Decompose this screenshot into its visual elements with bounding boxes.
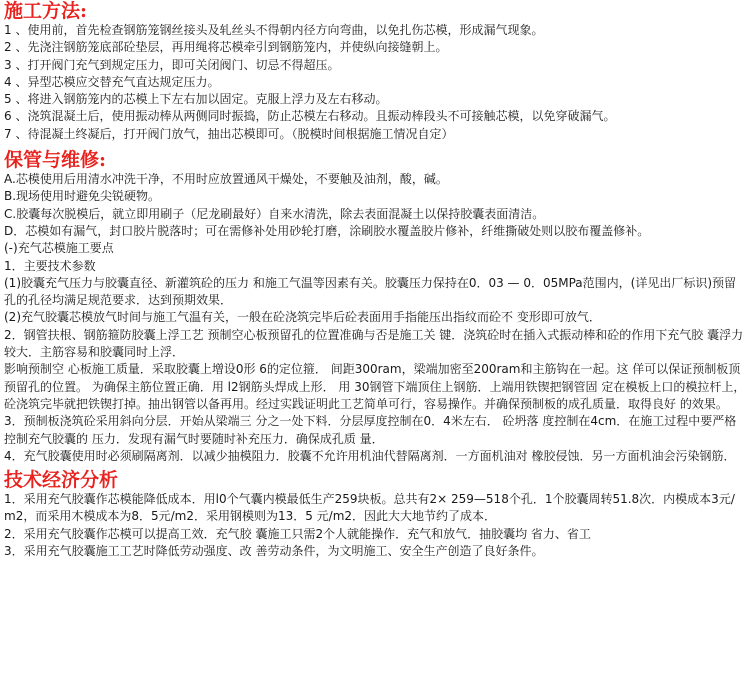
- section-title-construction-method: 施工方法:: [4, 0, 88, 22]
- layered-pouring: 3．预制板浇筑砼采用斜向分层．开始从梁端三 分之一处下料．分层厚度控制在0．4米左右． 砼坍落 度控制在4cm．在施工过程中要严格控制充气胶囊的 压力．发现有漏气时要随时补充压力．确保成孔质 量．: [4, 414, 737, 446]
- key-points-heading: (-)充气芯模施工要点: [4, 241, 114, 256]
- construction-step-6: 6 、浇筑混凝土后，使用振动棒从两侧同时振捣，防止芯模左右移动。且振动棒段头不可接触芯模，以免穿破漏气。: [4, 109, 616, 124]
- section-title-maintenance: 保管与维修:: [4, 149, 107, 172]
- maintenance-item-c: C.胶囊每次脱模后，就立即用刷子（尼龙刷最好）自来水清洗，除去表面混凝土以保持胶囊表面清洁。: [4, 206, 545, 221]
- maintenance-item-d: D．芯模如有漏气，封口胶片脱落时；可在需修补处用砂轮打磨，涂刷胶水覆盖胶片修补，纤维撕破处则以胶布覆盖修补。: [4, 223, 650, 238]
- section-title-economic-analysis: 技术经济分析: [4, 469, 119, 492]
- economic-point-2: 2．采用充气胶囊作芯模可以提高工效．充气胶 囊施工只需2个人就能操作．充气和放气．抽胶囊均 省力、省工: [4, 526, 591, 541]
- maintenance-item-a: A.芯模使用后用清水冲洗干净，不用时应放置通风干燥处，不要触及油剂，酸，碱。: [4, 172, 448, 187]
- release-agent: 4．充气胶囊使用时必须刷隔离剂．以减少抽模阻力．胶囊不允许用机油代替隔离剂．一方面机油对 橡胶侵蚀．另一方面机油会污染钢筋．: [4, 448, 736, 463]
- construction-step-3: 3 、打开阀门充气到规定压力，即可关闭阀门、切忌不得超压。: [4, 57, 340, 72]
- economic-point-3: 3．采用充气胶囊施工工艺时降低劳动强度、改 善劳动条件，为文明施工、安全生产创造了良好条件。: [4, 544, 544, 559]
- maintenance-item-b: B.现场使用时避免尖锐硬物。: [4, 189, 161, 204]
- positioning-hoop-detail: 影响预制空 心板施工质量．采取胶囊上增设0形 6的定位箍． 间距300ram，梁端加密至200ram和主筋钩在一起。这 佯可以保证预制板顶预留孔的位置。 为确保主筋位置正确．用 l2钢筋头焊成上形． 用 30钢管下端顶住上钢筋．上端用铁锲把钢管固 定在模板上口的模拉杆上，砼浇筑完毕就把铁锲打掉。抽出钢管以备再用。经过实践证明此工艺简单可行，容易操作。并确保预制板的成孔质量．取得良好 的效果。: [4, 362, 746, 411]
- construction-step-5: 5 、将进入钢筋笼内的芯模上下左右加以固定。克服上浮力及左右移动。: [4, 92, 388, 107]
- construction-step-2: 2 、先浇注钢筋笼底部砼垫层，再用绳将芯模牵引到钢筋笼内，并使纵向接缝朝上。: [4, 40, 448, 55]
- economic-point-1: 1．采用充气胶囊作芯模能降低成本．用l0个气囊内模最低生产259块板。总共有2× 259—518个孔．1个胶囊周转51.8次．内模成本3元/m2，而采用木模成本为8．5元/m2．采用钢模则为13．5 元/m2．因此大大地节约了成本．: [4, 492, 735, 524]
- tech-param-1: (1)胶囊充气压力与胶囊直径、新灌筑砼的压力 和施工气温等因素有关。胶囊压力保持在0．03 — 0．05MPa范围内，(详见出厂标识)预留孔的孔径均满足规范要求．达到预期效果．: [4, 275, 737, 308]
- construction-step-4: 4 、异型芯模应交替充气直达规定压力。: [4, 74, 220, 89]
- tech-params-heading: 1．主要技术参数: [4, 258, 96, 273]
- construction-step-7: 7 、待混凝土终凝后，打开阀门放气，抽出芯模即可。（脱模时间根据施工情况自定）: [4, 126, 454, 141]
- construction-step-1: 1 、使用前，首先检查钢筋笼钢丝接头及轧丝头不得朝内径方向弯曲，以免扎伤芯模，形成漏气现象。: [4, 23, 544, 37]
- anti-float-process: 2．钢管扶根、钢筋箍防胶囊上浮工艺 预制空心板预留孔的位置准确与否是施工关 键．浇筑砼时在插入式振动棒和砼的作用下充气胶 囊浮力较大．主筋容易和胶囊同时上浮．: [4, 327, 744, 360]
- tech-param-2: (2)充气胶囊芯模放气时间与施工气温有关，一般在砼浇筑完毕后砼表面用手指能压出指纹而砼不 变形即可放气．: [4, 310, 601, 325]
